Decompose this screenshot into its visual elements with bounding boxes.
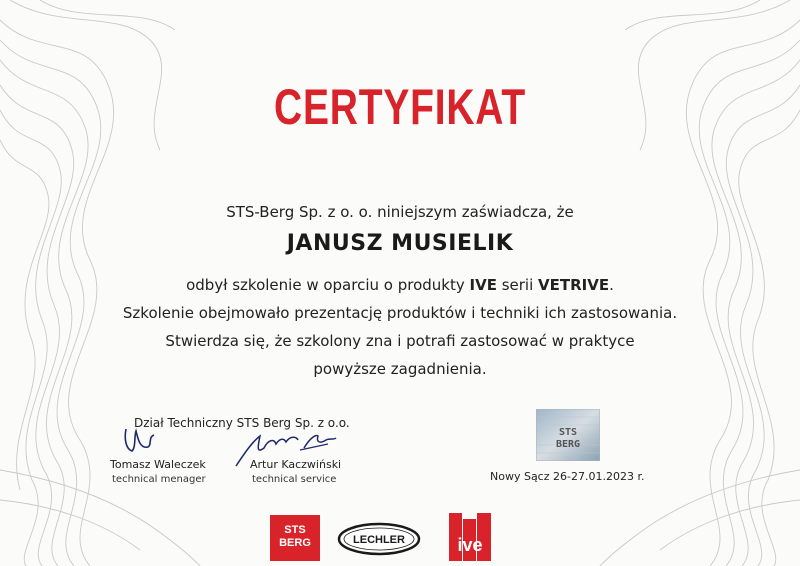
training-line <box>0 276 800 294</box>
training-line-mid: serii <box>496 276 539 294</box>
place-and-date: Nowy Sącz 26-27.01.2023 r. <box>490 470 645 483</box>
signer-1-role: technical menager <box>112 474 206 485</box>
signer-1-name: Tomasz Waleczek <box>110 458 206 471</box>
ive-logo-text: ive <box>457 535 483 555</box>
stamp-line-2: BERG <box>555 439 581 450</box>
sts-logo-line-1: STS <box>284 524 306 536</box>
sts-berg-logo <box>270 515 320 561</box>
intro-text: STS-Berg Sp. z o. o. niniejszym zaświadcza, że <box>226 203 574 221</box>
brand-name: IVE <box>469 276 497 294</box>
lechler-logo-text: LECHLER <box>353 534 405 546</box>
sts-logo-line-2: BERG <box>279 537 311 549</box>
signature-1-icon <box>118 425 158 455</box>
scope-text: Szkolenie obejmowało prezentację produktów i techniki ich zastosowania. <box>122 304 678 322</box>
certificate-title: CERTYFIKAT <box>274 79 526 135</box>
department-label: Dział Techniczny STS Berg Sp. z o.o. <box>134 416 350 430</box>
training-line-prefix: odbył szkolenie w oparciu o produkty <box>186 276 470 294</box>
recipient-name: JANUSZ MUSIELIK <box>286 231 514 256</box>
statement-text: Stwierdza się, że szkolony zna i potrafi zastosować w praktyce <box>165 332 635 350</box>
hologram-stamp <box>536 409 600 461</box>
signer-2-role: technical service <box>252 474 337 485</box>
statement-text-2: powyższe zagadnienia. <box>313 360 487 378</box>
stamp-line-1: STS <box>558 427 578 438</box>
series-name: VETRIVE <box>538 276 610 294</box>
lechler-logo <box>337 522 421 556</box>
training-line-suffix: . <box>609 276 614 294</box>
signer-2-name: Artur Kaczwiński <box>250 458 342 471</box>
